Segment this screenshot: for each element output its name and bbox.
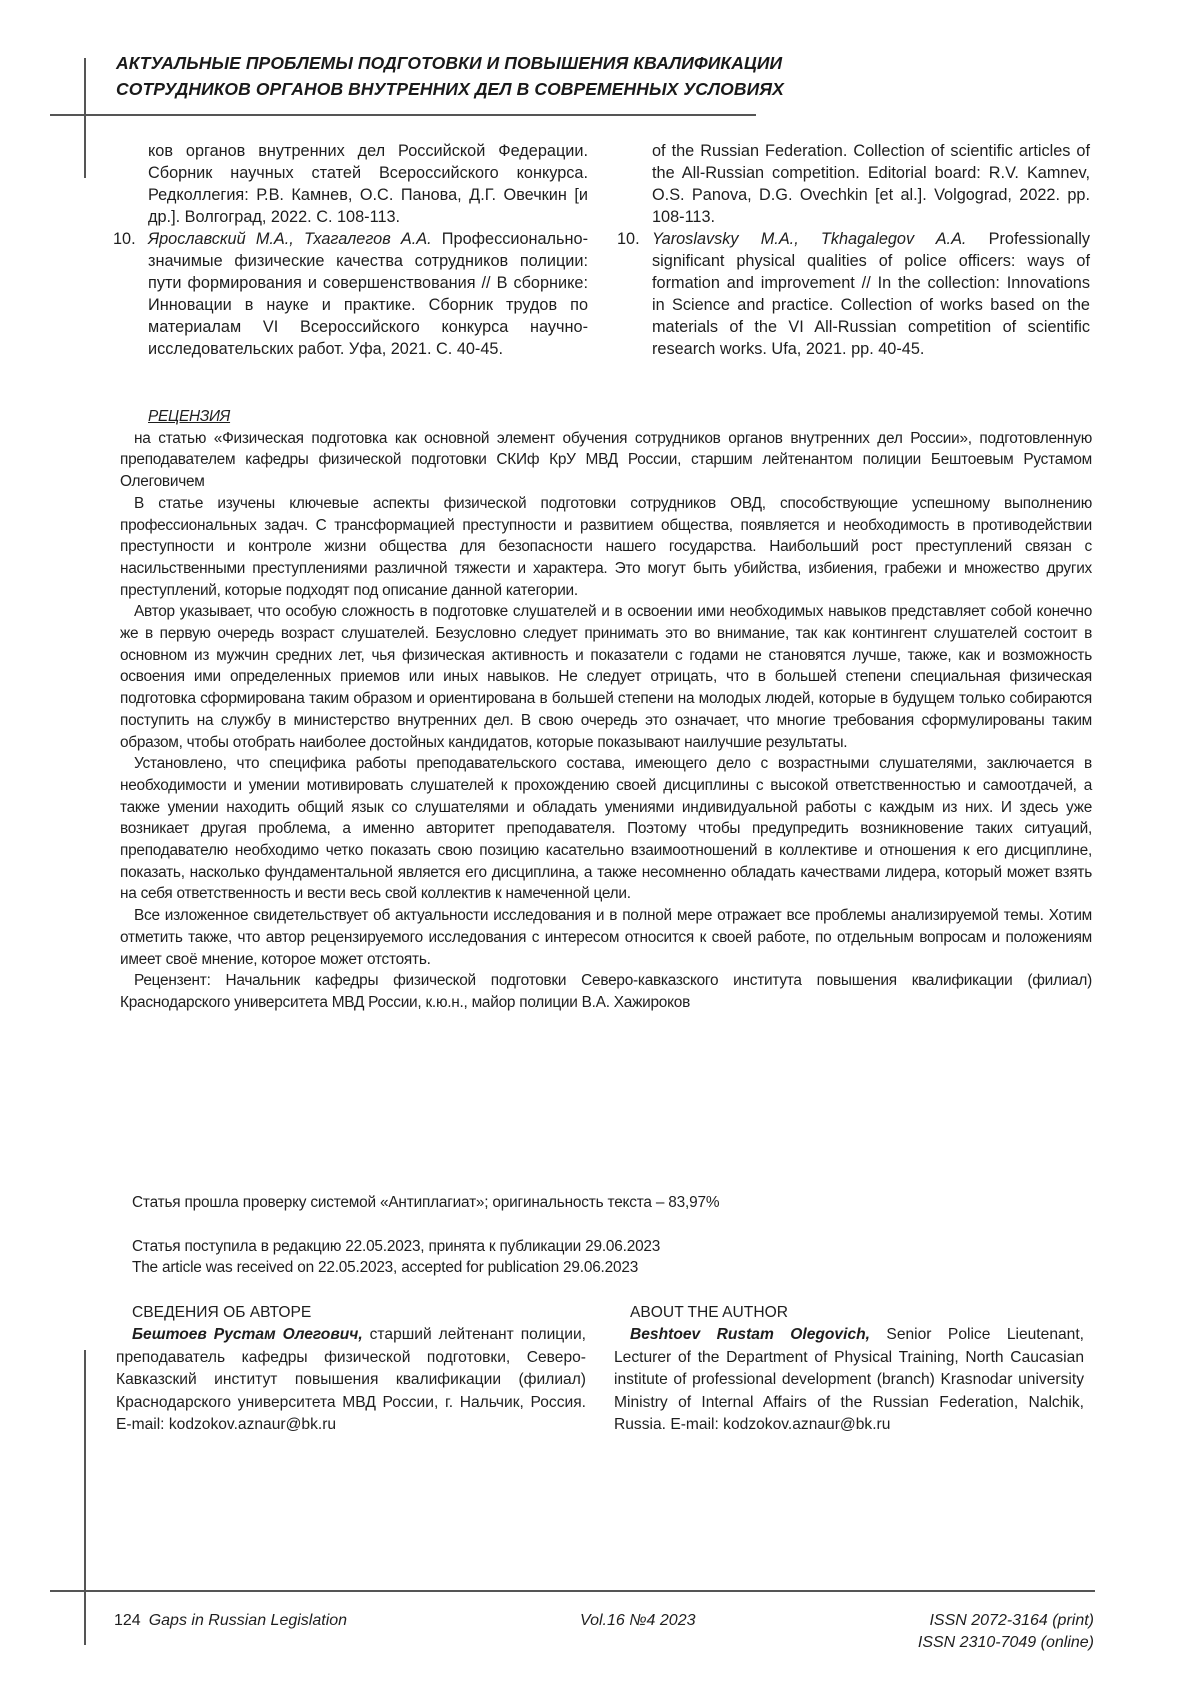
- reference-authors: Ярославский М.А., Тхагалегов А.А.: [148, 230, 432, 248]
- running-header-line-2: СОТРУДНИКОВ ОРГАНОВ ВНУТРЕННИХ ДЕЛ В СОВРЕМЕННЫХ УСЛОВИЯХ: [116, 79, 784, 99]
- footer-volume: Vol.16 №4 2023: [580, 1612, 696, 1629]
- received-date-ru: Статья поступила в редакцию 22.05.2023, принята к публикации 29.06.2023: [132, 1238, 661, 1255]
- reference-continuation: ков органов внутренних дел Российской Федерации. Сборник научных статей Всероссийского конкурса. Редколлегия: Р.В. Камнев, О.С. Панова, Д.Г. Овечкин [и др.]. Волгоград, 2022. С. 108-113.: [148, 142, 588, 226]
- footer-rule: [50, 1590, 1095, 1592]
- header-rule: [50, 114, 756, 116]
- reference-number: 10.: [113, 230, 136, 248]
- left-margin-rule-bottom: [84, 1350, 86, 1645]
- reference-authors: Yaroslavsky M.A., Tkhagalegov A.A.: [652, 230, 967, 248]
- author-name: Beshtoev Rustam Olegovich,: [630, 1326, 870, 1344]
- reviewer-signature: Рецензент: Начальник кафедры физической подготовки Северо-кавказского института повышения квалификации (филиал) Краснодарского университета МВД России, к.ю.н., майор полиции В.А. Хажироков: [120, 972, 1092, 1011]
- author-heading: ABOUT THE AUTHOR: [630, 1304, 788, 1321]
- reference-text: Professionally significant physical qualities of police officers: ways of formation and improvement // In the collection: Innovations in Science and practice. Collection of works based on the materials of the VI All-Russian competition of scientific research works. Ufa, 2021. pp. 40-45.: [652, 230, 1090, 358]
- issn-online: ISSN 2310-7049 (online): [917, 1634, 1094, 1651]
- review-paragraph: В статье изучены ключевые аспекты физической подготовки сотрудников ОВД, способствующие успешному выполнению профессиональных задач. С трансформацией преступности и развитием общества, появляется и необходимость в противодействии преступности и контроле жизни общества для безопасности нашего государства. Наибольший рост преступлений связан с насильственными преступлениями различной тяжести и характера. Это могут быть убийства, избиения, грабежи и множество других преступлений, которые подходят под описание данной категории.: [120, 494, 1092, 599]
- review-title: РЕЦЕНЗИЯ: [148, 408, 231, 425]
- author-info-ru: [116, 1302, 586, 1436]
- author-description: [614, 1324, 1084, 1436]
- running-header: [116, 50, 876, 102]
- reference-number: 10.: [617, 230, 640, 248]
- author-description: [116, 1324, 586, 1436]
- author-info-en: [614, 1302, 1084, 1436]
- review-paragraph: Автор указывает, что особую сложность в подготовке слушателей и в освоении ими необходимых навыков представляет собой конечно же в первую очередь возраст слушателей. Безусловно следует принимать это во внимание, так как контингент слушателей состоит в основном из мужчин средних лет, чья физическая активность и показатели с годами не становятся лучше, также, как и возможность освоения ими определенных приемов или иных навыков. Не следует отрицать, что в большей степени специальная физическая подготовка сформирована таким образом и ориентирована в большей степени на молодых людей, которые в будущем только собираются поступить на службу в министерство внутренних дел. В свою очередь это означает, что многие требования сформулированы таким образом, чтобы отобрать наиболее достойных кандидатов, которые показывают наилучшие результаты.: [120, 603, 1092, 751]
- author-details: Senior Police Lieutenant, Lecturer of the Department of Physical Training, North Caucasian institute of professional development (branch) Krasnodar university Ministry of Internal Affairs of the Russian Federation, Nalchik, Russia. E-mail: kodzokov.aznaur@bk.ru: [614, 1326, 1084, 1434]
- reference-continuation: of the Russian Federation. Collection of scientific articles of the All-Russian competition. Editorial board: R.V. Kamnev, O.S. Panova, D.G. Ovechkin [et al.]. Volgograd, 2022. pp. 108-113.: [652, 142, 1090, 226]
- author-heading: СВЕДЕНИЯ ОБ АВТОРЕ: [132, 1304, 312, 1321]
- reference-item: [113, 228, 588, 360]
- reference-item: [617, 228, 1090, 360]
- footer-issn: [918, 1610, 1094, 1654]
- author-details: старший лейтенант полиции, преподаватель кафедры физической подготовки, Северо-Кавказский институт повышения квалификации (филиал) Краснодарского университета МВД России, г. Нальчик, Россия. E-mail: kodzokov.aznaur@bk.ru: [116, 1326, 586, 1434]
- running-header-line-1: АКТУАЛЬНЫЕ ПРОБЛЕМЫ ПОДГОТОВКИ И ПОВЫШЕНИЯ КВАЛИФИКАЦИИ: [116, 53, 783, 73]
- journal-name: Gaps in Russian Legislation: [148, 1612, 348, 1629]
- review-paragraph: Установлено, что специфика работы преподавательского состава, имеющего дело с возрастными слушателями, заключается в необходимости и умении мотивировать слушателей к прохождению своей дисциплины с высокой ответственностью и самоотдачей, а также умении находить общий язык со слушателями и обладать умениями индивидуальной работы с каждым из них. И здесь уже возникает другая проблема, а именно авторитет преподавателя. Поэтому чтобы предупредить возникновение таких ситуаций, преподавателю необходимо четко показать свою позицию касательно взаимоотношений в коллективе и отношения к его дисциплине, показать, насколько фундаментальной является его дисциплина, а также несомненно обладать качествами лидера, который может взять на себя ответственность и вести весь свой коллектив к намеченной цели.: [120, 755, 1092, 903]
- references-en: [617, 140, 1090, 360]
- review-section: [120, 406, 1092, 1014]
- references-ru: [113, 140, 588, 360]
- issn-print: ISSN 2072-3164 (print): [929, 1612, 1094, 1629]
- left-margin-rule-top: [84, 58, 86, 178]
- review-paragraph: на статью «Физическая подготовка как основной элемент обучения сотрудников органов внутренних дел России», подготовленную преподавателем кафедры физической подготовки СКИф КрУ МВД России, старшим лейтенантом полиции Бештоевым Рустамом Олеговичем: [120, 429, 1092, 491]
- review-paragraph: Все изложенное свидетельствует об актуальности исследования и в полной мере отражает все проблемы анализируемой темы. Хотим отметить также, что автор рецензируемого исследования с интересом относится к своей работе, по отдельным вопросам и положениям имеет своё мнение, которое может отстоять.: [120, 907, 1092, 968]
- reference-text: Профессионально-значимые физические качества сотрудников полиции: пути формирования и совершенствования // В сборнике: Инновации в науке и практике. Сборник трудов по материалам VI Всероссийского конкурса научно-исследовательских работ. Уфа, 2021. С. 40-45.: [148, 230, 588, 358]
- page-number: 124: [114, 1612, 141, 1629]
- author-name: Бештоев Рустам Олегович,: [132, 1326, 363, 1344]
- received-date-en: The article was received on 22.05.2023, accepted for publication 29.06.2023: [132, 1259, 639, 1276]
- antiplagiat-note: Статья прошла проверку системой «Антиплагиат»; оригинальность текста – 83,97%: [132, 1194, 720, 1211]
- footer-left: [114, 1610, 347, 1632]
